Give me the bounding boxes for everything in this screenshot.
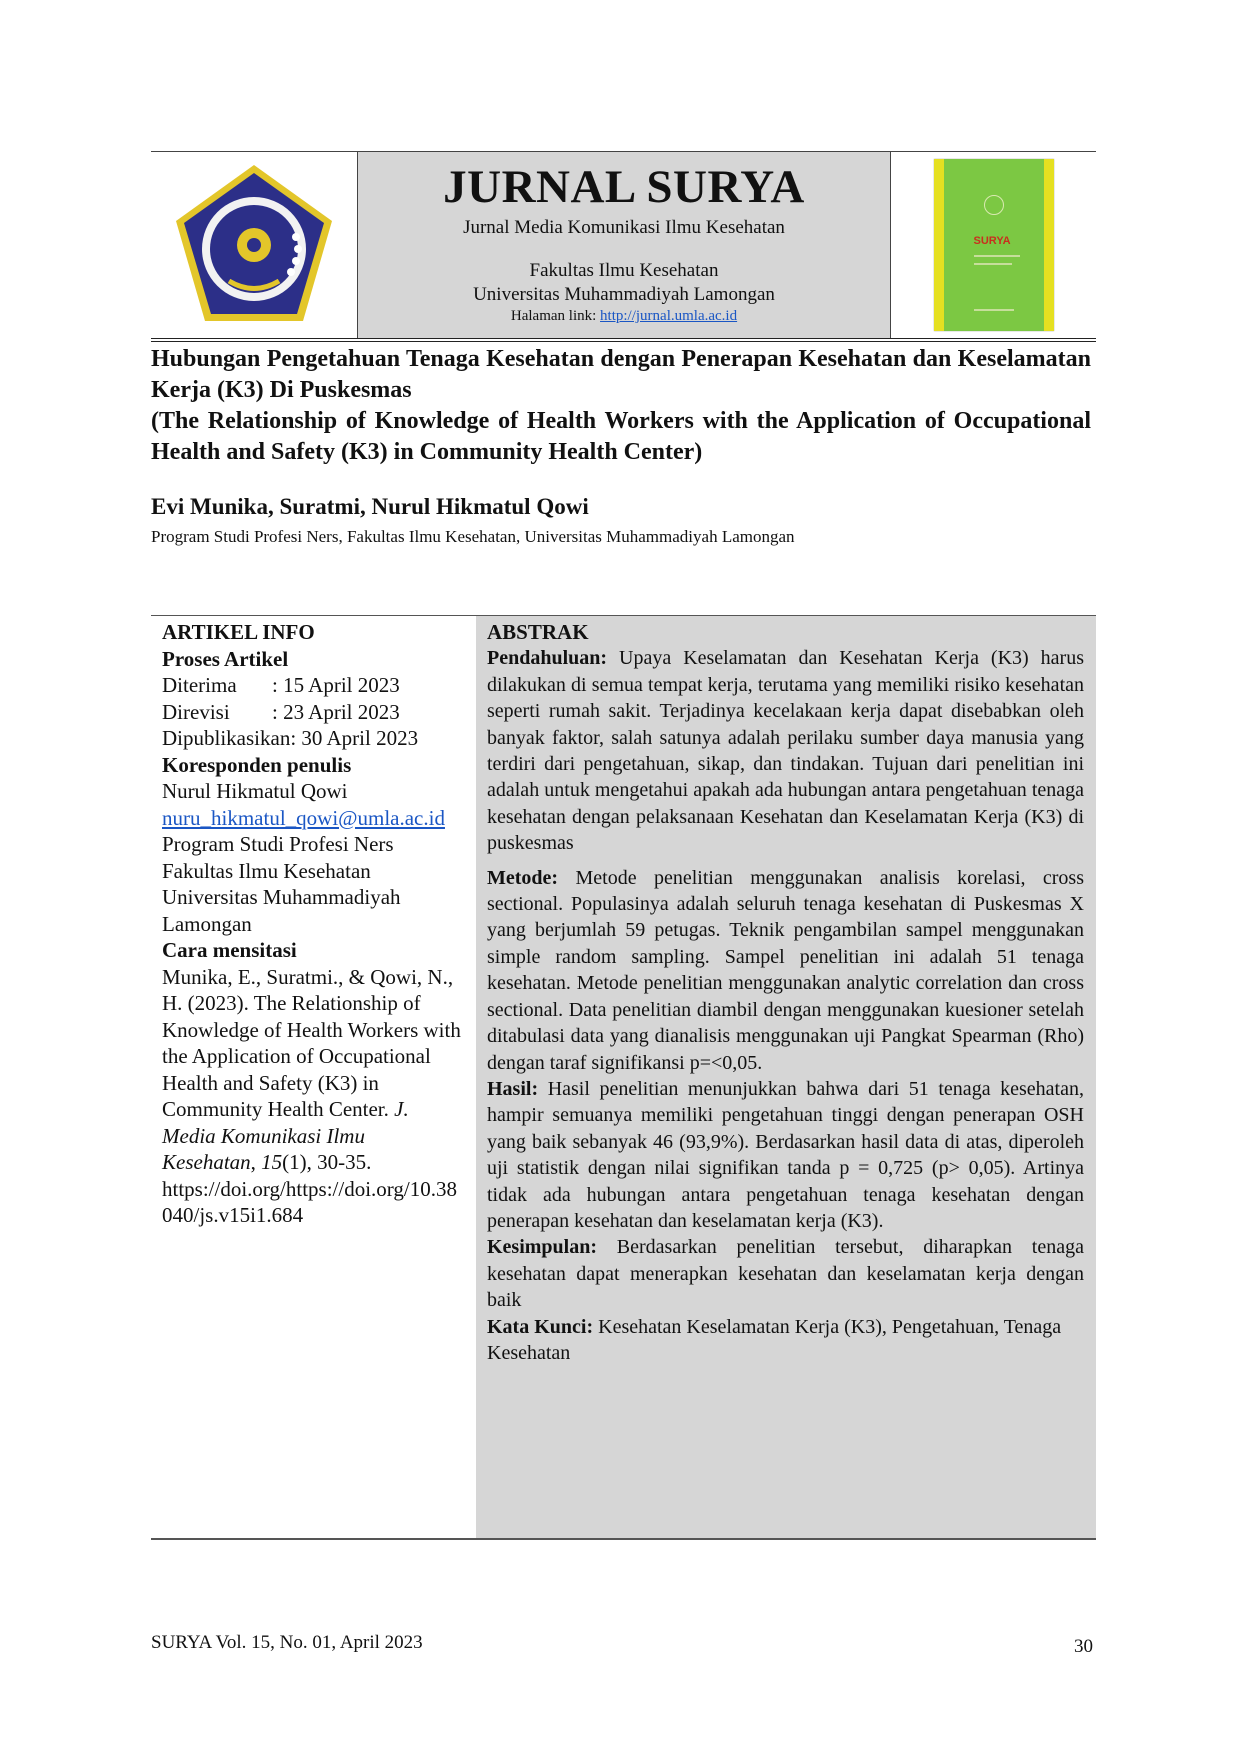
intro-label: Pendahuluan:: [487, 647, 608, 670]
abstract-method: [487, 865, 1084, 1076]
revised-row: [162, 699, 476, 726]
university-name: Universitas Muhammadiyah Lamongan: [473, 284, 775, 305]
abstract-conclusion: [487, 1234, 1084, 1313]
cover-logo-icon: [984, 195, 1004, 215]
citation-main: Munika, E., Suratmi., & Qowi, N., H. (2023). The Relationship of Knowledge of Health Workers with the Application of Occupational Health and Safety (K3) in Community Health Center.: [162, 964, 461, 1121]
received-row: [162, 672, 476, 699]
keywords-label: Kata Kunci:: [487, 1315, 594, 1338]
correspondence-heading: Koresponden penulis: [162, 752, 352, 777]
authors: Evi Munika, Suratmi, Nurul Hikmatul Qowi: [151, 494, 589, 519]
journal-subtitle: Jurnal Media Komunikasi Ilmu Kesehatan: [463, 217, 785, 238]
abstract-heading: ABSTRAK: [487, 620, 589, 644]
link-label: Halaman link:: [510, 308, 597, 324]
article-info-table: [151, 615, 1096, 1540]
citation-journal: J. Media Komunikasi Ilmu Kesehatan: [162, 1097, 409, 1174]
university-seal: [151, 152, 357, 338]
footer-issue: SURYA Vol. 15, No. 01, April 2023: [151, 1632, 423, 1653]
result-label: Hasil:: [487, 1077, 539, 1100]
journal-masthead: [357, 152, 891, 338]
revised-label: Direvisi: [162, 699, 230, 724]
keywords-text: Kesehatan Keselamatan Kerja (K3), Pengetahuan, Tenaga Kesehatan: [487, 1315, 1062, 1364]
correspondence-aff-1: Program Studi Profesi Ners: [162, 832, 394, 856]
correspondence-email[interactable]: nuru_hikmatul_qowi@umla.ac.id: [162, 805, 445, 830]
published-date: Dipublikasikan: 30 April 2023: [162, 726, 419, 750]
correspondence-aff-4: Lamongan: [162, 911, 252, 936]
received-label: Diterima: [162, 673, 237, 697]
university-seal-icon: [169, 161, 339, 329]
method-label: Metode:: [487, 866, 559, 889]
method-text: Metode penelitian menggunakan analisis korelasi, cross sectional. Populasinya adalah seluruh tenaga kesehatan di Puskesmas X yang berjumlah 59 petugas. Teknik pengambilan sampel menggunakan simple random sampling. Sampel penelitian ini adalah 51 tenaga kesehatan. Metode penelitian menggunakan analytic correlation dan cross sectional. Data penelitian diambil dengan menggunakan kuesioner setelah ditabulasi data yang dianalisis menggunakan uji Pangkat Spearman (Rho) dengan taraf signifikansi p=<0,05.: [487, 866, 1084, 1074]
journal-cover: [891, 152, 1096, 338]
journal-title: JURNAL SURYA: [443, 161, 805, 213]
citation-volume: 15: [261, 1150, 283, 1174]
revised-value: : 23 April 2023: [272, 699, 400, 724]
correspondence-aff-2: Fakultas Ilmu Kesehatan: [162, 858, 371, 883]
keywords: [487, 1314, 1084, 1367]
title-english: (The Relationship of Knowledge of Health Workers with the Application of Occupational Health and Safety (K3) in Community Health Center): [151, 408, 1091, 465]
title-indonesian: Hubungan Pengetahuan Tenaga Kesehatan dengan Penerapan Kesehatan dan Keselamatan Kerja (K3) Di Puskesmas: [151, 346, 1091, 403]
journal-link[interactable]: http://jurnal.umla.ac.id: [600, 308, 738, 324]
article-info-column: [151, 616, 476, 1538]
process-heading: Proses Artikel: [162, 646, 289, 671]
result-text: Hasil penelitian menunjukkan bahwa dari 51 tenaga kesehatan, hampir semuanya memiliki pengetahuan tinggi dengan penerapan OSH yang baik sebanyak 46 (93,9%). Berdasarkan hasil data di atas, diperoleh uji statistik dengan nilai signifikan tanda p = 0,725 (p> 0,05). Artinya tidak ada hubungan antara pengetahuan tenaga kesehatan dengan penerapan kesehatan dan keselamatan kerja (K3).: [487, 1077, 1084, 1232]
correspondence-name: Nurul Hikmatul Qowi: [162, 779, 348, 803]
journal-link-line: [358, 307, 890, 325]
cover-image: [934, 159, 1054, 331]
citation-heading: Cara mensitasi: [162, 938, 297, 962]
intro-text: Upaya Keselamatan dan Kesehatan Kerja (K3) harus dilakukan di semua tempat kerja, terutama yang memiliki risiko kesehatan seperti rumah sakit. Terjadinya kecelakaan kerja dapat disebabkan oleh banyak faktor, salah satunya adalah perilaku sumber daya manusia yang terdiri dari pengetahuan, sikap, dan tindakan. Tujuan dari penelitian ini adalah untuk mengetahui apakah ada hubungan antara pengetahuan tenaga kesehatan dengan pelaksanaan Kesehatan dan Keselamatan Kerja (K3) di puskesmas: [487, 647, 1084, 855]
conclusion-text: Berdasarkan penelitian tersebut, diharapkan tenaga kesehatan dapat menerapkan kesehatan dan keselamatan kerja dengan baik: [487, 1236, 1084, 1312]
correspondence-aff-3: Universitas Muhammadiyah: [162, 885, 401, 909]
citation-rest: (1), 30-35. https://doi.org/https://doi.org/10.38040/js.v15i1.684: [162, 1150, 458, 1227]
affiliation: Program Studi Profesi Ners, Fakultas Ilmu Kesehatan, Universitas Muhammadiyah Lamongan: [151, 527, 795, 546]
faculty-name: Fakultas Ilmu Kesehatan: [529, 260, 719, 281]
abstract-results: [487, 1076, 1084, 1234]
received-value: : 15 April 2023: [272, 673, 400, 697]
conclusion-label: Kesimpulan:: [487, 1236, 598, 1259]
cover-title: SURYA: [973, 235, 1011, 247]
citation-text: Munika, E., Suratmi., & Qowi, N., H. (2023). The Relationship of Knowledge of Health Workers with the Application of Occupational Health and Safety (K3) in Community Health Center. J. Media Komunikasi Ilmu Kesehatan, 15(1), 30-35. https://doi.org/https://doi.org/10.38040/js.v15i1.684: [162, 964, 461, 1227]
article-title: [151, 344, 1091, 468]
abstract-introduction: [487, 645, 1084, 856]
journal-header: [151, 151, 1096, 342]
article-info-heading: ARTIKEL INFO: [162, 620, 315, 644]
abstract-column: [476, 616, 1096, 1538]
page-number: 30: [1074, 1636, 1093, 1657]
